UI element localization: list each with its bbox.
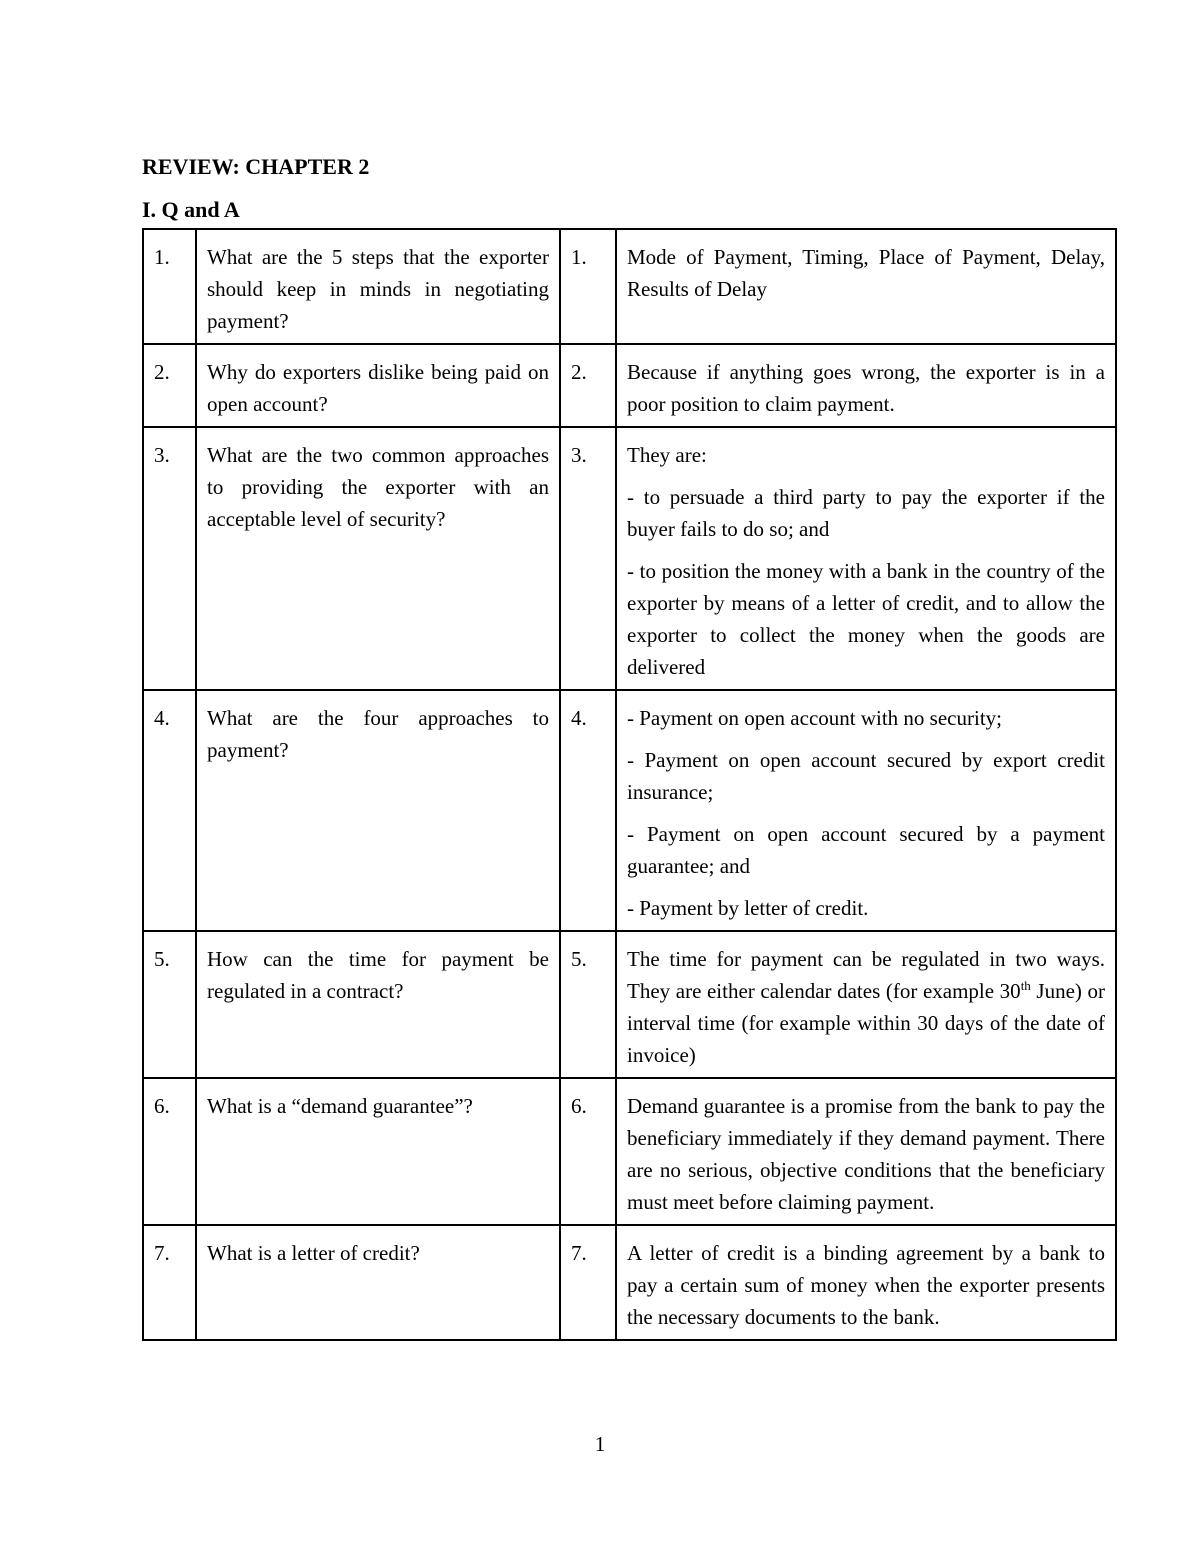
answer-text [627, 943, 1105, 1071]
answer-text-end: June) or interval time (for example within 30 days of the date of invoice) [627, 979, 1105, 1067]
answer-text: Because if anything goes wrong, the exporter is in a poor position to claim payment. [627, 360, 1105, 416]
page-number: 1 [594, 1432, 606, 1456]
answer-text: A letter of credit is a binding agreement by a bank to pay a certain sum of money when the exporter presents the necessary documents to the bank. [627, 1241, 1105, 1329]
answer-cell [616, 344, 1116, 427]
table-row [143, 344, 1116, 427]
question-number: 7. [143, 1225, 196, 1340]
question-text: How can the time for payment be regulated in a contract? [196, 931, 560, 1078]
ordinal-suffix: th [1020, 978, 1031, 993]
table-row [143, 1225, 1116, 1340]
table-row [143, 427, 1116, 690]
question-number: 2. [143, 344, 196, 427]
answer-number: 7. [560, 1225, 616, 1340]
question-text: What is a “demand guarantee”? [196, 1078, 560, 1225]
answer-cell [616, 427, 1116, 690]
answer-text-start: The time for payment can be regulated in two ways. They are either calendar dates (for example 30 [627, 947, 1105, 1003]
answer-number: 3. [560, 427, 616, 690]
table-row [143, 931, 1116, 1078]
answer-text: - Payment on open account with no security; [627, 706, 1002, 730]
question-number: 3. [143, 427, 196, 690]
section-title: I. Q and A [142, 197, 240, 222]
table-row [143, 1078, 1116, 1225]
question-number: 5. [143, 931, 196, 1078]
question-number: 1. [143, 229, 196, 344]
page-title: REVIEW: CHAPTER 2 [142, 154, 370, 179]
answer-text: - Payment on open account secured by a payment guarantee; and [627, 822, 1105, 878]
answer-text: - to position the money with a bank in the country of the exporter by means of a letter of credit, and to allow the exporter to collect the money when the goods are delivered [627, 559, 1105, 679]
answer-text: Mode of Payment, Timing, Place of Payment, Delay, Results of Delay [627, 245, 1105, 301]
answer-cell [616, 1078, 1116, 1225]
answer-text: - Payment on open account secured by export credit insurance; [627, 748, 1105, 804]
answer-text: - Payment by letter of credit. [627, 896, 869, 920]
answer-text: Demand guarantee is a promise from the bank to pay the beneficiary immediately if they demand payment. There are no serious, objective conditions that the beneficiary must meet before claiming payment. [627, 1094, 1105, 1214]
question-number: 6. [143, 1078, 196, 1225]
answer-cell [616, 229, 1116, 344]
answer-number: 4. [560, 690, 616, 931]
answer-number: 2. [560, 344, 616, 427]
answer-cell [616, 931, 1116, 1078]
answer-number: 1. [560, 229, 616, 344]
question-text: Why do exporters dislike being paid on open account? [196, 344, 560, 427]
question-text: What are the two common approaches to providing the exporter with an acceptable level of security? [196, 427, 560, 690]
qa-table [142, 228, 1117, 1341]
table-row [143, 229, 1116, 344]
answer-text: They are: [627, 443, 707, 467]
answer-number: 5. [560, 931, 616, 1078]
question-number: 4. [143, 690, 196, 931]
question-text: What are the 5 steps that the exporter should keep in minds in negotiating payment? [196, 229, 560, 344]
answer-cell [616, 1225, 1116, 1340]
table-row [143, 690, 1116, 931]
answer-cell [616, 690, 1116, 931]
answer-text: - to persuade a third party to pay the exporter if the buyer fails to do so; and [627, 485, 1105, 541]
question-text: What is a letter of credit? [196, 1225, 560, 1340]
question-text: What are the four approaches to payment? [196, 690, 560, 931]
answer-number: 6. [560, 1078, 616, 1225]
